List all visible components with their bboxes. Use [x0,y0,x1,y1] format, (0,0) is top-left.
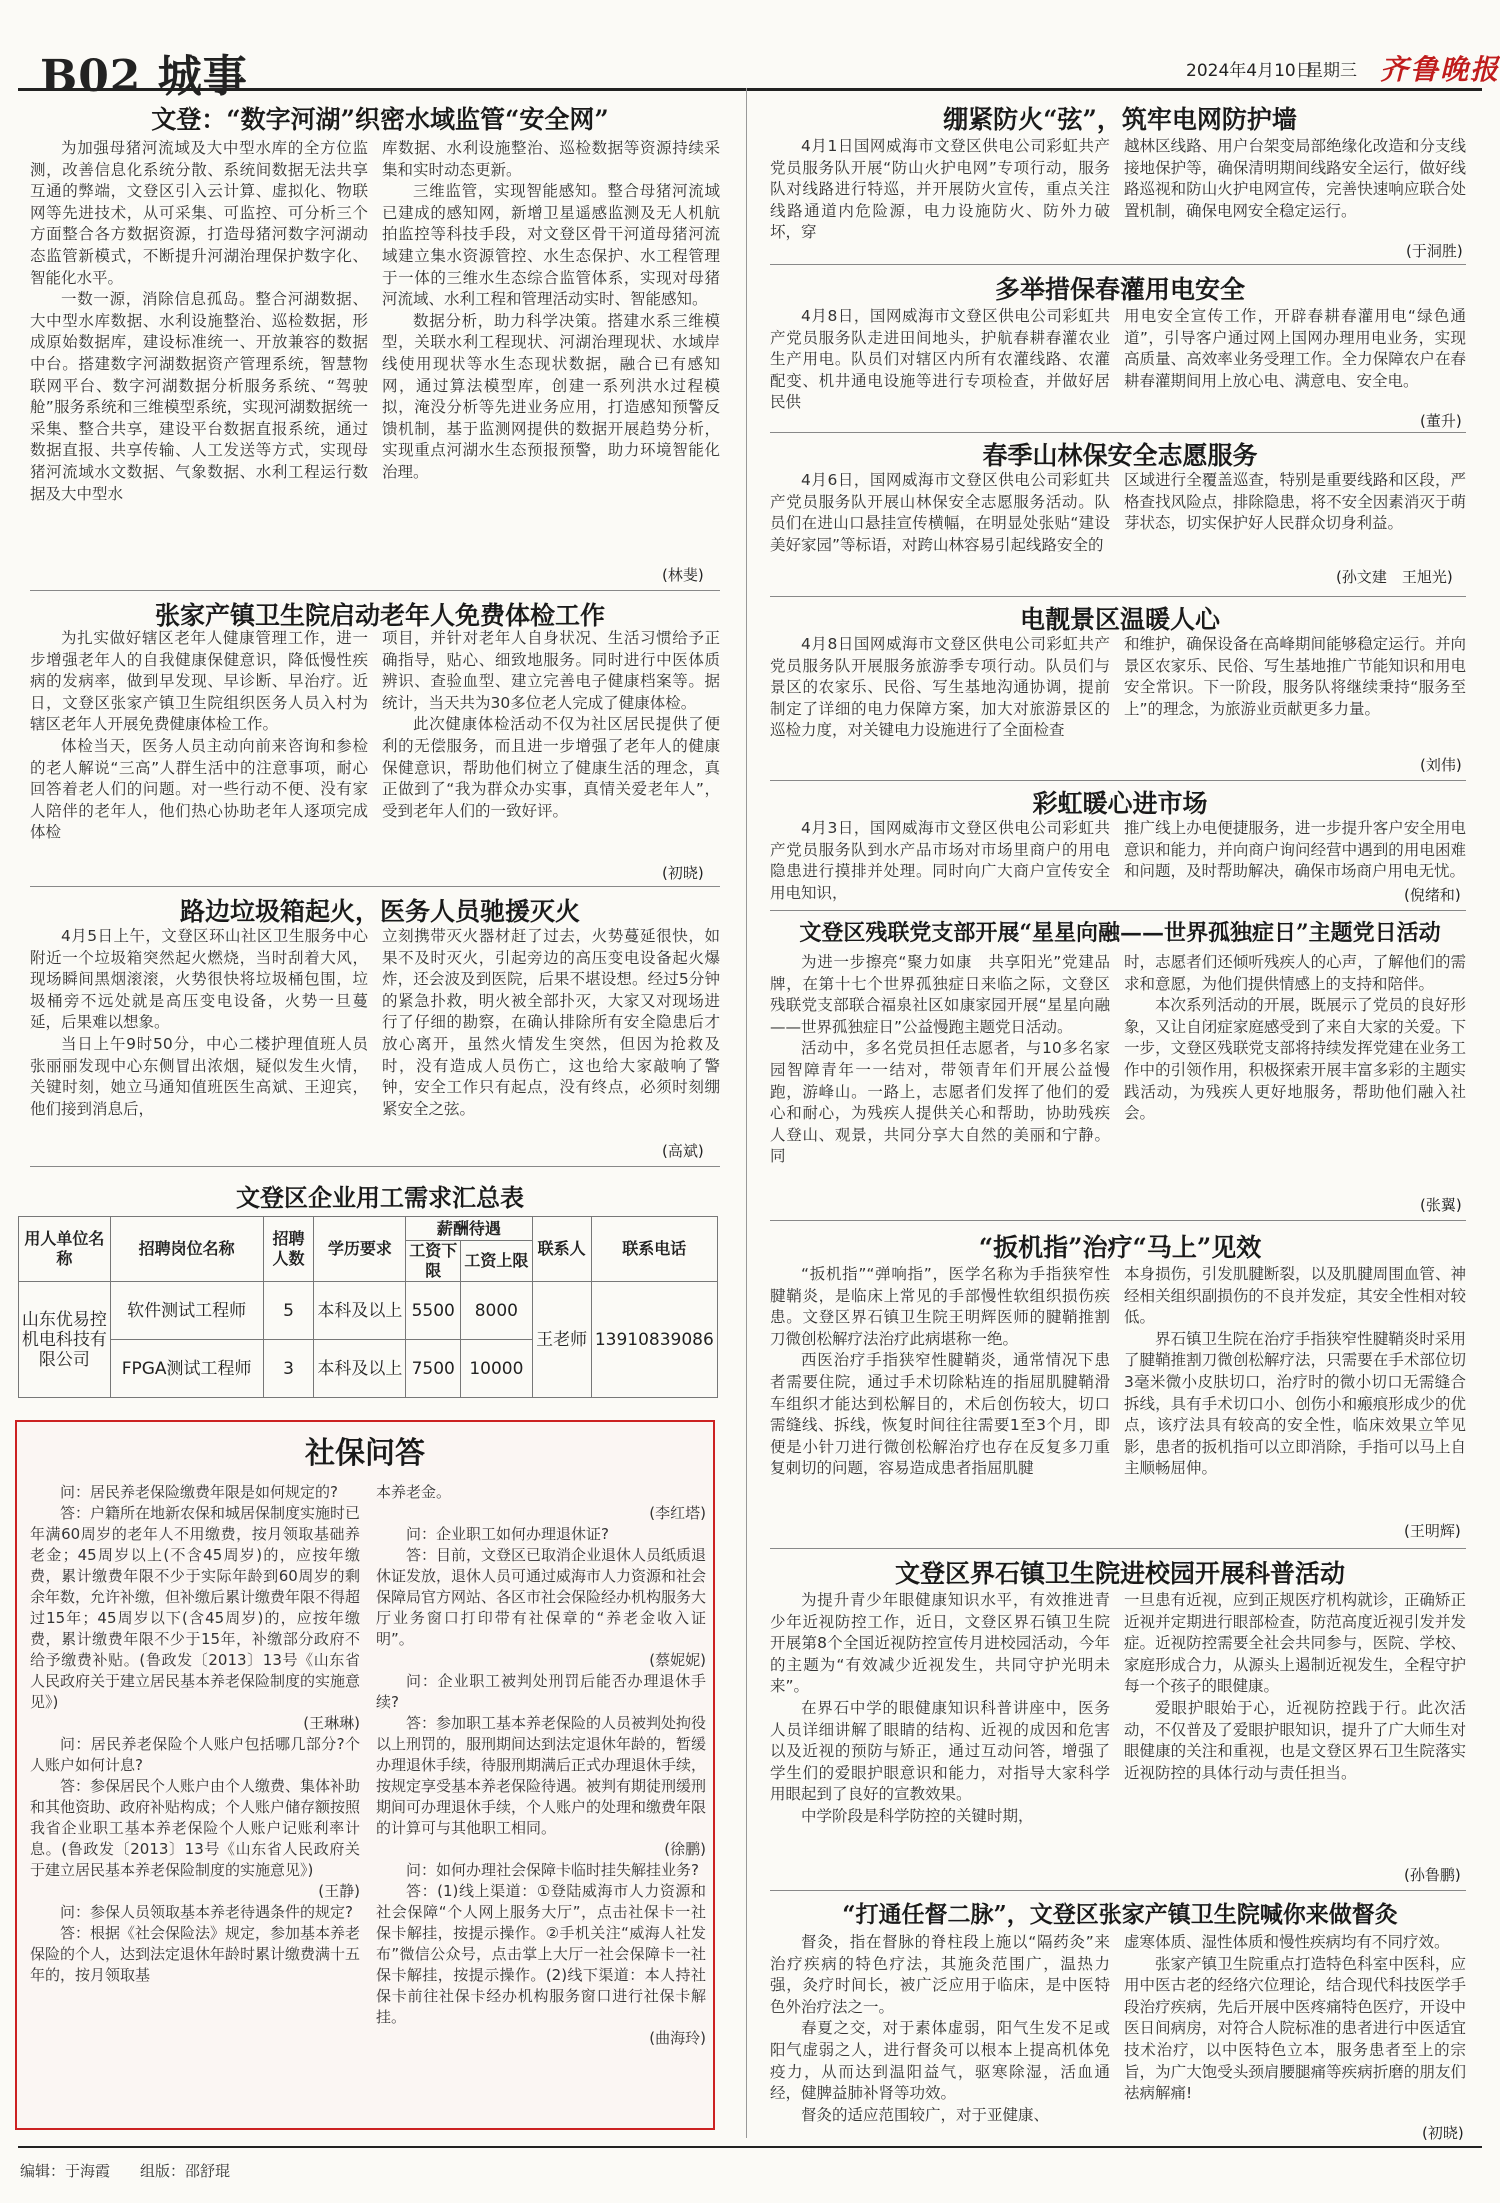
article-body-b1-col2: 越林区线路、用户台架变局部绝缘化改造和分支线接地保护等，确保清明期间线路安全运行，做好线路巡视和防山火护电网宣传，完善快速响应联合处置机制，确保电网安全稳定运行。 [1124,137,1466,220]
article-body-b1-col1: 4月1日国网威海市文登区供电公司彩虹共产党员服务队开展“防山火护电网”专项行动，服务队对线路进行特巡，并开展防火宣传，重点关注线路通道内危险源，电力设施防火、防外力破坏，穿 [770,137,1110,242]
cell-low: 5500 [406,1282,461,1340]
article-body-elderly-col2: 项目，并针对老年人自身状况、生活习惯给予正确指导，贴心、细致地服务。同时进行中医体质辨识、查验血型、建立完善电子健康档案等。据统计，当天共为30多位老人完成了健康体检。 此次健康体检活动不仅为社区居民提供了便利的无偿服务，而且进一步增强了老年人的健康保健意识，帮助他们树立了健康生活的理念，真正做到了“我为群众办实事，真情关爱老年人”，受到老年人们的一致好评。 [382,629,720,820]
article-body-b6-col2: 时，志愿者们还倾听残疾人的心声，了解他们的需求和意愿，为他们提供情感上的支持和陪伴。 本次系列活动的开展，既展示了党员的良好形象，又让自闭症家庭感受到了来自大家的关爱。下一步，文登区残联党支部将持续发挥党建在业务工作中的引领作用，积极探索开展丰富多彩的主题实践活动，为残疾人更好地服务，帮助他们融入社会。 [1124,953,1466,1123]
article-title-autism-day: 文登区残联党支部开展“星星向融——世界孤独症日”主题党日活动 [799,920,1441,946]
byline: (刘伟) [1420,756,1462,774]
article-title-elderly-checkup: 张家产镇卫生院启动老年人免费体检工作 [154,601,605,630]
article-body-elderly-col1: 为扎实做好辖区老年人健康管理工作，进一步增强老年人的自我健康保健意识，降低慢性疾病的发病率，做到早发现、早诊断、早治疗。近日，文登区张家产镇卫生院组织医务人员入村为辖区老年人开展免费健康体检工作。 体检当天，医务人员主动向前来咨询和参检的老人解说“三高”人群生活中的注意事项，耐心回答着老人们的问题。对一些行动不便、没有家人陪伴的老年人，他们热心协助老年人逐项完成体检 [30,629,368,842]
article-body-b5-col1: 4月3日，国网威海市文登区供电公司彩虹共产党员服务队到水产品市场对市场里商户的用电隐患进行摸排并处理。同时向广大商户宣传安全用电知识， [770,819,1110,902]
article-title-forest-safety: 春季山林保安全志愿服务 [982,441,1258,470]
top-rule [18,88,1482,91]
article-title-fire: 路边垃圾箱起火，医务人员驰援灭火 [179,897,580,926]
col-header-salary-low: 工资下限 [406,1241,461,1282]
cell-company: 山东优易控机电科技有限公司 [19,1282,111,1398]
article-title-spring-irrigation: 多举措保春灌用电安全 [994,275,1245,304]
col-header-phone: 联系电话 [591,1217,717,1282]
issue-weekday: 星期三 [1306,61,1357,81]
cell-edu: 本科及以上 [314,1282,406,1340]
article-body-b6-col1: 为进一步擦亮“聚力如康 共享阳光”党建品牌，在第十七个世界孤独症日来临之际，文登区残联党支部联合福泉社区如康家园开展“星星向融——世界孤独症日”公益慢跑主题党日活动。 活动中，多名党员担任志愿者，与10多名家园智障青年一一结对，带领青年们开展公益慢跑，游峰山。一路上，志愿者们发挥了他们的爱心和耐心，为残疾人提供关心和帮助，协助残疾人登山、观景，共同分享大自然的美丽和宁静。同 [770,953,1110,1166]
byline: (王明辉) [1404,1522,1461,1540]
article-body-digital-rivers-col2: 库数据、水利设施整治、巡检数据等资源持续采集和实时动态更新。 三维监管，实现智能感知。整合母猪河流域已建成的感知网，新增卫星遥感监测及无人机航拍监控等科技手段，对文登区骨干河道母猪河流域建立集水资源管控、水生态保护、水工程管理于一体的三维水生态综合监管体系，实现对母猪河流域、水利工程和管理活动实时、智能感知。 数据分析，助力科学决策。搭建水系三维模型，关联水利工程现状、河湖治理现状、水域岸线使用现状等水生态现状数据，融合已有感知网，通过算法模型库，创建一系列洪水过程模拟，淹没分析等先进业务应用，打造感知预警反馈机制，基于监测网提供的数据开展趋势分析，实现重点河湖水生态预报预警，助力环境智能化治理。 [382,139,720,481]
section-title: B02 城事 [40,51,248,102]
jobs-table-title: 文登区企业用工需求汇总表 [236,1183,524,1212]
col-header-edu: 学历要求 [314,1217,406,1282]
byline: (初晓) [1422,2124,1464,2142]
article-title-fire-prevention: 绷紧防火“弦”，筑牢电网防护墙 [943,105,1297,134]
article-body-b9-col2: 虚寒体质、湿性体质和慢性疾病均有不同疗效。 张家产镇卫生院重点打造特色科室中医科，应用中医古老的经络穴位理论，结合现代科技医学手段治疗疾病，先后开展中医疼痛特色医疗，开设中医日间病房，对符合人院标准的患者进行中医适宜技术治疗，以中医特色立本，服务患者至上的宗旨，为广大饱受头颈肩腰腿痛等疾病折磨的朋友们祛病解痛! [1124,1933,1466,2103]
article-body-b4-col2: 和维护，确保设备在高峰期间能够稳定运行。并向景区农家乐、民俗、写生基地推广节能知识和用电安全常识。下一阶段，服务队将继续秉持“服务至上”的理念，为旅游业贡献更多力量。 [1124,635,1466,718]
cell-edu: 本科及以上 [314,1340,406,1398]
article-title-trigger-finger: “扳机指”治疗“马上”见效 [978,1233,1262,1262]
qa-title: 社保问答 [305,1436,425,1471]
article-body-fire-col2: 立刻携带灭火器材赶了过去，火势蔓延很快，如果不及时灭火，引起旁边的高压变电设备起火爆炸，还会波及到医院，后果不堪设想。经过5分钟的紧急扑救，明火被全部扑灭，大家又对现场进行了仔细的勘察，在确认排除所有安全隐患后才放心离开，虽然火情发生突然，但因为抢救及时，没有造成人员伤亡，这也给大家敲响了警钟，安全工作只有起点，没有终点，必须时刻绷紧安全之弦。 [382,927,720,1118]
byline: (林斐) [662,566,704,584]
editor-credit: 编辑：于海霞 [20,2162,111,2180]
byline: (倪绪和) [1404,886,1461,904]
cell-contact: 王老师 [532,1282,591,1398]
table-row [19,1282,718,1340]
article-body-b8-col1: 为提升青少年眼健康知识水平，有效推进青少年近视防控工作，近日，文登区界石镇卫生院开展第8个全国近视防控宣传月进校园活动，今年的主题为“有效减少近视发生，共同守护光明未来”。 在界石中学的眼健康知识科普讲座中，医务人员详细讲解了眼睛的结构、近视的成因和危害以及近视的预防与矫正，通过互动问答，增强了学生们的爱眼护眼意识和能力，对指导大家科学用眼起到了良好的宣教效果。 中学阶段是科学防控的关键时期， [770,1591,1110,1825]
col-header-salary-high: 工资上限 [461,1241,532,1282]
cell-count: 3 [263,1340,314,1398]
qa-col1: 问：居民养老保险缴费年限是如何规定的? 答：户籍所在地新农保和城居保制度实施时已年满60周岁的老年人不用缴费，按月领取基础养老金；45周岁以上(不含45周岁)的，应按年缴费，累计缴费年限不少于实际年龄到60周岁的剩余年数，允许补缴，但补缴后累计缴费年限不得超过15年；45周岁以下(含45周岁)的，应按年缴费，累计缴费年限不少于15年，补缴部分政府不给予缴费补贴。(鲁政发〔2013〕13号《山东省人民政府关于建立居民基本养老保险制度的实施意见》) (王琳琳) 问：居民养老保险个人账户包括哪几部分?个人账户如何计息? 答：参保居民个人账户由个人缴费、集体补助和其他资助、政府补贴构成；个人账户储存额按照我省企业职工基本养老保险个人账户记账利率计息。(鲁政发〔2013〕13号《山东省人民政府关于建立居民基本养老保险制度的实施意见》) (王静) 问：参保人员领取基本养老待遇条件的规定? 答：根据《社会保险法》规定，参加基本养老保险的个人，达到法定退休年龄时累计缴费满十五年的，按月领取基 [30,1483,360,1984]
article-body-b9-col1: 督灸，指在督脉的脊柱段上施以“隔药灸”来治疗疾病的特色疗法，其施灸范围广，温热力强，灸疗时间长，被广泛应用于临床，是中医特色外治疗法之一。 春夏之交，对于素体虚弱，阳气生发不足或阳气虚弱之人，进行督灸可以根本上提高机体免疫力，从而达到温阳益气，驱寒除湿，活血通经，健脾益肺补肾等功效。 督灸的适应范围较广，对于亚健康、 [770,1933,1110,2124]
article-title-school-science: 文登区界石镇卫生院进校园开展科普活动 [894,1559,1345,1588]
issue-date: 2024年4月10日 [1186,61,1313,81]
article-title-digital-rivers: 文登：“数字河湖”织密水域监管“安全网” [151,105,609,134]
article-title-scenic-power: 电靓景区温暖人心 [1019,605,1220,634]
byline: (张翼) [1420,1196,1462,1214]
cell-position: FPGA测试工程师 [110,1340,263,1398]
byline: (初晓) [662,864,704,882]
article-body-b2-col1: 4月8日，国网威海市文登区供电公司彩虹共产党员服务队走进田间地头，护航春耕春灌农业生产用电。队员们对辖区内所有农灌线路、农灌配变、机井通电设施等进行专项检查，并做好居民供 [770,307,1110,412]
col-header-salary: 薪酬待遇 [406,1217,532,1241]
article-body-b7-col2: 本身损伤，引发肌腱断裂，以及肌腱周围血管、神经相关组织副损伤的不良并发症，其安全性相对较低。 界石镇卫生院在治疗手指狭窄性腱鞘炎时采用了腱鞘推割刀微创松解疗法，只需要在手术部位切3毫米微小皮肤切口，治疗时的微小切口无需缝合拆线，具有手术切口小、创伤小和瘢痕形成少的优点，该疗法具有较高的安全性，临床效果立竿见影，患者的扳机指可以立即消除，手指可以马上自主顺畅屈伸。 [1124,1265,1466,1478]
byline: (孙鲁鹏) [1404,1866,1461,1884]
col-header-contact: 联系人 [532,1217,591,1282]
byline: (高斌) [662,1142,704,1160]
article-body-b7-col1: “扳机指”“弹响指”，医学名称为手指狭窄性腱鞘炎，是临床上常见的手部慢性软组织损伤疾患。文登区界石镇卫生院王明辉医师的腱鞘推割刀微创松解疗法治疗此病堪称一绝。 西医治疗手指狭窄性腱鞘炎，通常情况下患者需要住院，通过手术切除粘连的指屈肌腱鞘滑车组织才能达到松解目的，术后创伤较大，切口需缝线、拆线，恢复时间往往需要1至3个月，即便是小针刀进行微创松解治疗也存在反复多刀重复刺切的问题，容易造成患者指屈肌腱 [770,1265,1110,1478]
article-title-moxibustion: “打通任督二脉”，文登区张家产镇卫生院喊你来做督灸 [842,1901,1398,1928]
byline: (董升) [1420,412,1462,430]
article-body-digital-rivers-col1: 为加强母猪河流域及大中型水库的全方位监测，改善信息化系统分散、系统间数据无法共享互通的弊端，文登区引入云计算、虚拟化、物联网等先进技术，从可采集、可监控、可分析三个方面整合各方数据资源，打造母猪河数字河湖动态监管新模式，不断提升河湖治理保护数字化、智能化水平。 一数一源，消除信息孤岛。整合河湖数据、大中型水库数据、水利设施整治、巡检数据，形成原始数据库，建设标准统一、开放兼容的数据中台。搭建数字河湖数据资产管理系统，智慧物联网平台、数字河湖数据分析服务系统、“驾驶舱”服务系统和三维模型系统，实现河湖数据统一采集、整合共享，建设平台数据直报系统，通过数据直报、共享传输、人工发送等方式，实现母猪河流域水文数据、气象数据、水利工程运行数据及大中型水 [30,139,368,503]
cell-phone: 13910839086 [591,1282,717,1398]
center-divider [746,88,747,2138]
bottom-rule [18,2146,1482,2148]
article-title-market: 彩虹暖心进市场 [1032,789,1208,818]
article-body-b8-col2: 一旦患有近视，应到正规医疗机构就诊，正确矫正近视并定期进行眼部检查，防范高度近视引发并发症。近视防控需要全社会共同参与，医院、学校、家庭形成合力，从源头上遏制近视发生，全程守护每一个孩子的眼健康。 爱眼护眼始于心，近视防控践于行。此次活动，不仅普及了爱眼护眼知识，提升了广大师生对眼健康的关注和重视，也是文登区界石卫生院落实近视防控的具体行动与责任担当。 [1124,1591,1466,1782]
byline: (孙文建 王旭光) [1336,568,1453,586]
cell-count: 5 [263,1282,314,1340]
col-header-count: 招聘人数 [263,1217,314,1282]
cell-high: 10000 [461,1340,532,1398]
col-header-unit: 用人单位名称 [19,1217,111,1282]
col-header-position: 招聘岗位名称 [110,1217,263,1282]
paper-logo: 齐鲁晚报 [1380,53,1500,86]
qa-col2: 本养老金。 (李红塔) 问：企业职工如何办理退休证? 答：目前，文登区已取消企业退休人员纸质退休证发放，退休人员可通过威海市人力资源和社会保障局官方网站、各区市社会保险经办机构服务大厅业务窗口打印带有社保章的“养老金收入证明”。 (蔡妮妮) 问：企业职工被判处刑罚后能否办理退休手续? 答：参加职工基本养老保险的人员被判处拘役以上刑罚的，服刑期间达到法定退休年龄的，暂缓办理退休手续，待服刑期满后正式办理退休手续，按规定享受基本养老保险待遇。被判有期徒刑缓刑期间可办理退休手续，个人账户的处理和缴费年限的计算可与其他职工相同。 (徐鹏) 问：如何办理社会保障卡临时挂失解挂业务? 答：(1)线上渠道：①登陆威海市人力资源和社会保障“个人网上服务大厅”，点击社保卡一社保卡解挂，按提示操作。②手机关注“威海人社发布”微信公众号，点击掌上大厅一社会保障卡一社保卡解挂，按提示操作。(2)线下渠道：本人持社保卡前往社保卡经办机构服务窗口进行社保卡解挂。 (曲海玲) [376,1483,706,2047]
article-body-fire-col1: 4月5日上午，文登区环山社区卫生服务中心附近一个垃圾箱突然起火燃烧，当时刮着大风，现场瞬间黑烟滚滚，火势很快将垃圾桶包围，垃圾桶旁不远处就是高压变电设备，火势一旦蔓延，后果难以想象。 当日上午9时50分，中心二楼护理值班人员张丽丽发现中心东侧冒出浓烟，疑似发生火情，关键时刻，她立马通知值班医生高斌、王迎宾，他们接到消息后， [30,927,368,1118]
cell-high: 8000 [461,1282,532,1340]
cell-position: 软件测试工程师 [110,1282,263,1340]
article-body-b5-col2: 推广线上办电便捷服务，进一步提升客户安全用电意识和能力，并向商户询问经营中遇到的用电困难和问题，及时帮助解决，确保市场商户用电无忧。 [1124,819,1466,881]
layout-credit: 组版：邵舒琨 [140,2162,231,2180]
jobs-table [18,1216,718,1398]
byline: (于洞胜) [1406,242,1463,260]
cell-low: 7500 [406,1340,461,1398]
article-body-b3-col1: 4月6日，国网威海市文登区供电公司彩虹共产党员服务队开展山林保安全志愿服务活动。队员们在进山口悬挂宣传横幅，在明显处张贴“建设美好家园”等标语，对跨山林容易引起线路安全的 [770,471,1110,554]
article-body-b3-col2: 区域进行全覆盖巡查，特别是重要线路和区段，严格查找风险点，排除隐患，将不安全因素消灭于萌芽状态，切实保护好人民群众切身利益。 [1124,471,1466,533]
article-body-b4-col1: 4月8日国网威海市文登区供电公司彩虹共产党员服务队开展服务旅游季专项行动。队员们与景区的农家乐、民俗、写生基地沟通协调，提前制定了详细的电力保障方案，加大对旅游景区的巡检力度，对关键电力设施进行了全面检查 [770,635,1110,740]
article-body-b2-col2: 用电安全宣传工作，开辟春耕春灌用电“绿色通道”，引导客户通过网上国网办理用电业务，实现高质量、高效率业务受理工作。全力保障农户在春耕春灌期间用上放心电、满意电、安全电。 [1124,307,1466,390]
